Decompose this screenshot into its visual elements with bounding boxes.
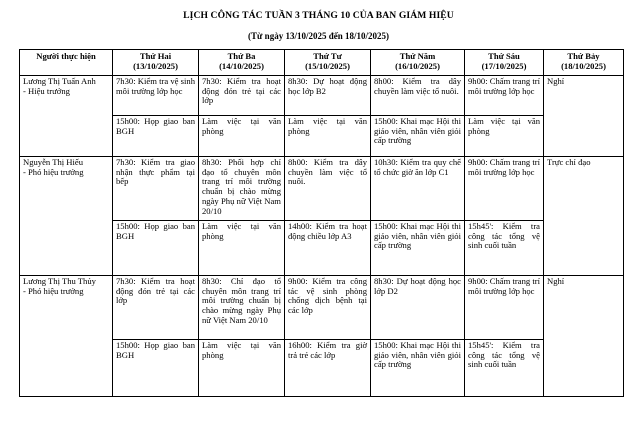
- header-thursday: Thứ Năm (16/10/2025): [371, 50, 465, 76]
- schedule-cell: 8h00: Kiểm tra dây chuyền làm việc tổ nuôi.: [285, 157, 371, 221]
- person-cell: Lương Thị Tuấn Anh - Hiệu trưởng: [20, 76, 113, 157]
- schedule-cell: 7h30: Kiểm tra hoạt động đón trẻ tại các lớp: [199, 76, 285, 116]
- schedule-cell: 9h00: Chấm trang trí môi trường lớp học: [465, 157, 544, 221]
- saturday-cell: Nghỉ: [544, 76, 624, 157]
- header-saturday: Thứ Bảy (18/10/2025): [544, 50, 624, 76]
- schedule-cell: Làm việc tại văn phòng: [199, 116, 285, 157]
- table-row: [20, 76, 624, 116]
- schedule-cell: 10h30: Kiểm tra quy chế tổ chức giờ ăn lớp C1: [371, 157, 465, 221]
- schedule-cell: 8h30: Phối hợp chỉ đạo tổ chuyên môn trang trí môi trường chuẩn bị chào mừng ngày Phụ nữ Việt Nam 20/10: [199, 157, 285, 221]
- schedule-cell: 9h00: Chấm trang trí môi trường lớp học: [465, 76, 544, 116]
- person-cell: Nguyễn Thị Hiếu - Phó hiệu trưởng: [20, 157, 113, 276]
- schedule-cell: 15h00: Khai mạc Hội thi giáo viên, nhân viên giỏi cấp trường: [371, 221, 465, 276]
- schedule-cell: 15h00: Họp giao ban BGH: [113, 221, 199, 276]
- schedule-cell: 8h00: Kiểm tra dây chuyền làm việc tổ nuôi.: [371, 76, 465, 116]
- schedule-cell: 8h30: Dự hoạt động học lớp B2: [285, 76, 371, 116]
- schedule-cell: 9h00: Kiểm tra công tác vệ sinh phòng chống dịch bệnh tại các lớp: [285, 276, 371, 340]
- header-monday: Thứ Hai (13/10/2025): [113, 50, 199, 76]
- schedule-cell: 16h00: Kiểm tra giờ trả trẻ các lớp: [285, 340, 371, 397]
- page-subtitle: (Từ ngày 13/10/2025 đến 18/10/2025): [248, 31, 389, 41]
- schedule-cell: 8h30: Dự hoạt động học lớp D2: [371, 276, 465, 340]
- header-wednesday: Thứ Tư (15/10/2025): [285, 50, 371, 76]
- schedule-cell: 7h30: Kiểm tra vệ sinh môi trường lớp học: [113, 76, 199, 116]
- header-person: Người thực hiện: [20, 50, 113, 76]
- schedule-cell: 8h30: Chỉ đạo tổ chuyên môn trang trí môi trường chuẩn bị chào mừng ngày Phụ nữ Việt Nam 20/10: [199, 276, 285, 340]
- header-tuesday: Thứ Ba (14/10/2025): [199, 50, 285, 76]
- saturday-cell: Trực chỉ đạo: [544, 157, 624, 276]
- schedule-cell: 15h45': Kiểm tra công tác tổng vệ sinh cuối tuần: [465, 340, 544, 397]
- schedule-cell: 15h00: Họp giao ban BGH: [113, 340, 199, 397]
- table-row: [20, 276, 624, 340]
- schedule-cell: Làm việc tại văn phòng: [199, 221, 285, 276]
- schedule-cell: 15h00: Khai mạc Hội thi giáo viên, nhân viên giỏi cấp trường: [371, 116, 465, 157]
- schedule-cell: 15h00: Họp giao ban BGH: [113, 116, 199, 157]
- table-row: [20, 157, 624, 221]
- schedule-cell: 14h00: Kiểm tra hoạt động chiều lớp A3: [285, 221, 371, 276]
- schedule-cell: Làm việc tại văn phòng: [199, 340, 285, 397]
- header-row: [20, 50, 624, 76]
- schedule-cell: 15h45': Kiểm tra công tác tổng vệ sinh cuối tuần: [465, 221, 544, 276]
- schedule-table: [19, 49, 624, 397]
- schedule-cell: 7h30: Kiểm tra giao nhận thực phẩm tại bếp: [113, 157, 199, 221]
- schedule-cell: Làm việc tại văn phòng: [465, 116, 544, 157]
- schedule-cell: Làm việc tại văn phòng: [285, 116, 371, 157]
- schedule-cell: 9h00: Chấm trang trí môi trường lớp học: [465, 276, 544, 340]
- header-friday: Thứ Sáu (17/10/2025): [465, 50, 544, 76]
- schedule-cell: 7h30: Kiểm tra hoạt động đón trẻ tại các lớp: [113, 276, 199, 340]
- page-title: LỊCH CÔNG TÁC TUẦN 3 THÁNG 10 CỦA BAN GIÁM HIỆU: [183, 10, 454, 21]
- schedule-cell: 15h00: Khai mạc Hội thi giáo viên, nhân viên giỏi cấp trường: [371, 340, 465, 397]
- person-cell: Lương Thị Thu Thủy - Phó hiệu trưởng: [20, 276, 113, 397]
- saturday-cell: Nghỉ: [544, 276, 624, 397]
